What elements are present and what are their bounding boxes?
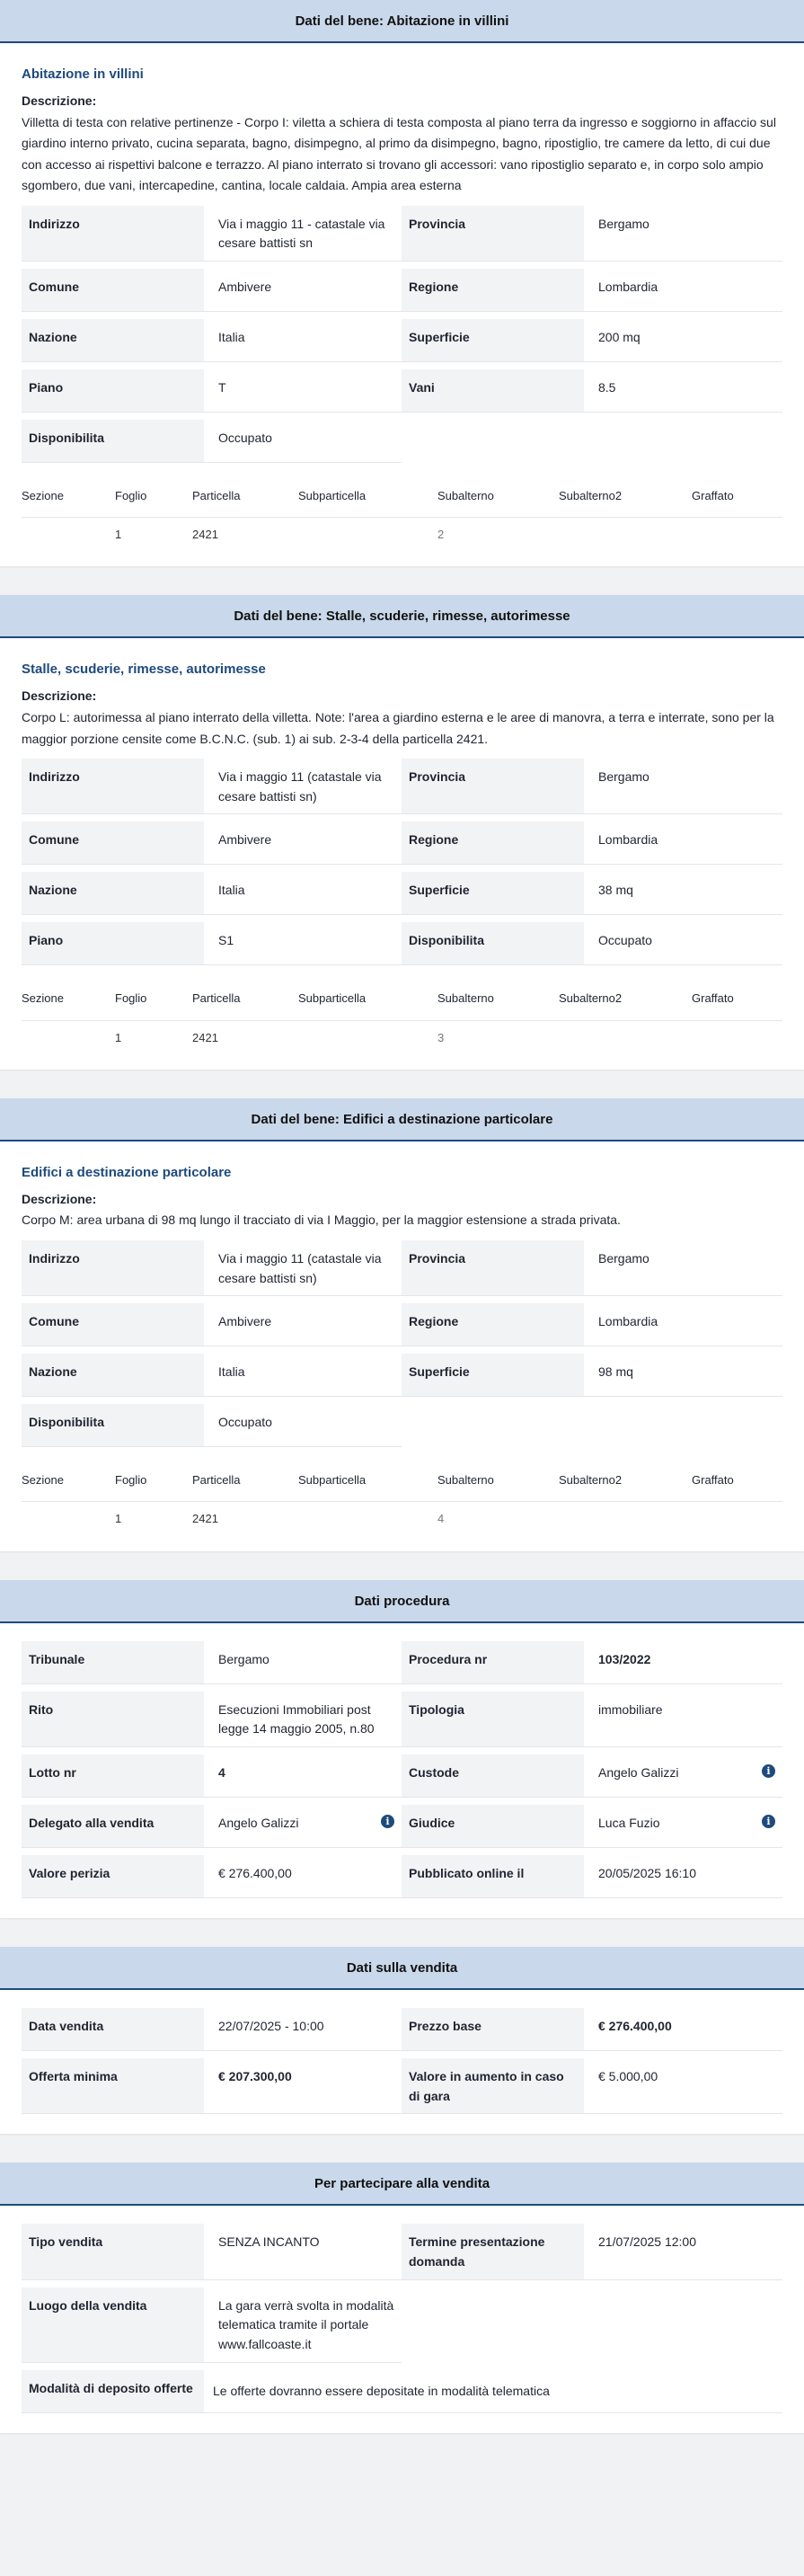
field-value: Bergamo <box>584 759 782 814</box>
procedura-card <box>0 1580 804 1918</box>
field-label: Giudice <box>402 1805 584 1848</box>
bene-subtitle: Abitazione in villini <box>22 67 144 82</box>
catasto-header-cell: Subalterno2 <box>559 1473 623 1488</box>
table-row <box>22 1021 782 1050</box>
description-text: Corpo L: autorimessa al piano interrato della villetta. Note: l'area a giardino esterna e le aree di manovra, a terra e interrate, sono per la maggior porzione censite come B.C.N.C. (sub. 1) ai sub. 2-3-4 della particella 2421. <box>22 710 774 746</box>
row-gap <box>22 2280 782 2287</box>
field-label: Termine presentazione domanda <box>402 2224 584 2279</box>
field-value: Bergamo <box>584 206 782 262</box>
catasto-header-cell: Sezione <box>22 991 64 1006</box>
field-value: 8.5 <box>584 369 782 413</box>
detail-grid <box>22 759 782 965</box>
catasto-cell: 2 <box>437 528 445 542</box>
field-label: Tipologia <box>402 1692 584 1747</box>
table-row <box>22 518 782 546</box>
catasto-header-cell: Sezione <box>22 489 64 503</box>
field-value <box>204 1805 402 1848</box>
card-header: Per partecipare alla vendita <box>0 2163 804 2206</box>
row-gap <box>22 1684 782 1692</box>
field-label: Custode <box>402 1754 584 1798</box>
catasto-cell <box>22 1030 115 1046</box>
field-label: Superficie <box>402 872 584 915</box>
field-value: Bergamo <box>204 1641 402 1684</box>
field-label: Regione <box>402 822 584 865</box>
field-label: Indirizzo <box>22 1240 204 1296</box>
field-label: Provincia <box>402 759 584 814</box>
field-value: 4 <box>204 1754 402 1798</box>
catasto-cell: 3 <box>437 1030 445 1044</box>
description-label: Descrizione: <box>22 688 97 704</box>
catasto-table <box>22 488 782 546</box>
field-value: T <box>204 369 402 413</box>
field-value-text: Luca Fuzio <box>598 1816 660 1831</box>
description-label: Descrizione: <box>22 1191 97 1206</box>
empty-cell <box>402 2287 584 2363</box>
catasto-cell <box>692 527 782 543</box>
field-value: Lombardia <box>584 1303 782 1346</box>
field-label: Valore in aumento in caso di gara <box>402 2058 584 2114</box>
field-value: 21/07/2025 12:00 <box>584 2224 782 2279</box>
empty-cell <box>402 420 584 463</box>
field-label: Vani <box>402 369 584 413</box>
field-label: Comune <box>22 1303 204 1346</box>
card-header: Dati del bene: Stalle, scuderie, rimesse, autorimesse <box>0 595 804 638</box>
field-value: Lombardia <box>584 269 782 312</box>
catasto-cell <box>559 1030 692 1046</box>
row-gap <box>22 413 782 420</box>
field-label: Nazione <box>22 319 204 362</box>
catasto-cell: 1 <box>115 528 122 542</box>
catasto-cell: 2421 <box>192 528 218 542</box>
card-header: Dati sulla vendita <box>0 1947 804 1990</box>
field-value: Italia <box>204 872 402 915</box>
detail-grid <box>22 2224 782 2412</box>
catasto-table <box>22 990 782 1049</box>
detail-grid <box>22 1240 782 1447</box>
catasto-header-cell: Subparticella <box>298 489 367 503</box>
field-label: Regione <box>402 1303 584 1346</box>
catasto-header-cell: Subalterno <box>437 991 494 1006</box>
field-value: Via i maggio 11 (catastale via cesare battisti sn) <box>204 759 402 814</box>
card-header: Dati procedura <box>0 1580 804 1623</box>
catasto-header-cell: Subparticella <box>298 1473 367 1488</box>
field-value: Esecuzioni Immobiliari post legge 14 maggio 2005, n.80 <box>204 1692 402 1747</box>
field-value: 98 mq <box>584 1354 782 1397</box>
field-value: S1 <box>204 922 402 965</box>
table-row <box>22 1502 782 1531</box>
catasto-table <box>22 1472 782 1531</box>
field-label: Tipo vendita <box>22 2224 204 2279</box>
field-label: Procedura nr <box>402 1641 584 1684</box>
catasto-header-cell: Particella <box>192 1473 241 1488</box>
catasto-header-cell: Subparticella <box>298 991 367 1006</box>
row-gap <box>22 262 782 269</box>
empty-cell <box>584 2287 782 2363</box>
row-gap <box>22 865 782 872</box>
empty-cell <box>402 1404 584 1447</box>
field-value: Ambivere <box>204 269 402 312</box>
field-value: Occupato <box>584 922 782 965</box>
catasto-header-cell: Subalterno2 <box>559 991 623 1006</box>
field-value: Italia <box>204 1354 402 1397</box>
row-gap <box>22 312 782 319</box>
catasto-cell <box>22 1511 115 1527</box>
card-header: Dati del bene: Edifici a destinazione particolare <box>0 1098 804 1141</box>
empty-cell <box>584 1404 782 1447</box>
catasto-header-cell: Graffato <box>692 991 734 1006</box>
card-body <box>0 2206 804 2432</box>
field-value: Le offerte dovranno essere depositate in modalità telematica <box>204 2370 782 2413</box>
catasto-cell: 1 <box>115 1030 122 1044</box>
field-value <box>584 1754 782 1798</box>
row-gap <box>22 1798 782 1805</box>
field-value: immobiliare <box>584 1692 782 1747</box>
field-label: Disponibilita <box>402 922 584 965</box>
field-value: Lombardia <box>584 822 782 865</box>
field-label: Offerta minima <box>22 2058 204 2114</box>
row-gap <box>22 1346 782 1354</box>
field-label: Indirizzo <box>22 759 204 814</box>
field-label: Nazione <box>22 872 204 915</box>
row-gap <box>22 362 782 369</box>
catasto-header-cell: Foglio <box>115 991 147 1006</box>
catasto-cell <box>298 527 437 543</box>
field-label: Nazione <box>22 1354 204 1397</box>
catasto-cell <box>559 527 692 543</box>
field-value: € 276.400,00 <box>204 1855 402 1898</box>
field-label: Provincia <box>402 1240 584 1296</box>
bene-card <box>0 0 804 566</box>
field-value: La gara verrà svolta in modalità telematica tramite il portale www.fallcoaste.it <box>204 2287 402 2363</box>
description-text: Corpo M: area urbana di 98 mq lungo il tracciato di via I Maggio, per la maggior estensione a strada privata. <box>22 1212 621 1228</box>
detail-grid <box>22 1641 782 1898</box>
catasto-cell <box>559 1511 692 1527</box>
row-gap <box>22 2363 782 2370</box>
card-body <box>0 638 804 1069</box>
catasto-header-cell: Graffato <box>692 1473 734 1488</box>
field-label: Provincia <box>402 206 584 262</box>
field-label: Prezzo base <box>402 2008 584 2051</box>
field-label: Rito <box>22 1692 204 1747</box>
row-gap <box>22 2051 782 2058</box>
row-gap <box>22 915 782 922</box>
card-body <box>0 1990 804 2134</box>
info-icon[interactable]: i <box>762 1764 775 1778</box>
field-value: 200 mq <box>584 319 782 362</box>
card-body <box>0 43 804 566</box>
field-label: Indirizzo <box>22 206 204 262</box>
vendita-card <box>0 1947 804 2134</box>
field-label: Delegato alla vendita <box>22 1805 204 1848</box>
field-label: Superficie <box>402 1354 584 1397</box>
field-label: Lotto nr <box>22 1754 204 1798</box>
field-label: Disponibilita <box>22 1404 204 1447</box>
catasto-cell: 2421 <box>192 1512 218 1526</box>
catasto-header-row <box>22 488 782 518</box>
catasto-header-cell: Particella <box>192 991 241 1006</box>
card-body <box>0 1623 804 1918</box>
card-body <box>0 1141 804 1551</box>
field-value: € 5.000,00 <box>584 2058 782 2114</box>
catasto-cell <box>298 1511 437 1527</box>
bene-subtitle: Edifici a destinazione particolare <box>22 1164 232 1180</box>
field-value: Via i maggio 11 (catastale via cesare battisti sn) <box>204 1240 402 1296</box>
field-value: Occupato <box>204 1404 402 1447</box>
field-value: Bergamo <box>584 1240 782 1296</box>
catasto-cell: 2421 <box>192 1030 218 1044</box>
field-label: Regione <box>402 269 584 312</box>
info-icon[interactable]: i <box>762 1815 775 1828</box>
empty-cell <box>584 420 782 463</box>
detail-grid <box>22 2008 782 2114</box>
field-value: Occupato <box>204 420 402 463</box>
description-label: Descrizione: <box>22 93 97 108</box>
field-value: Ambivere <box>204 822 402 865</box>
field-label: Pubblicato online il <box>402 1855 584 1898</box>
field-value: € 276.400,00 <box>584 2008 782 2051</box>
catasto-header-cell: Graffato <box>692 489 734 503</box>
catasto-header-row <box>22 1472 782 1502</box>
field-value: 38 mq <box>584 872 782 915</box>
field-label: Luogo della vendita <box>22 2287 204 2363</box>
row-gap <box>22 1747 782 1754</box>
field-label: Comune <box>22 822 204 865</box>
catasto-header-cell: Foglio <box>115 1473 147 1488</box>
catasto-header-cell: Sezione <box>22 1473 64 1488</box>
catasto-header-cell: Subalterno <box>437 489 494 503</box>
catasto-header-cell: Subalterno2 <box>559 489 623 503</box>
catasto-header-cell: Subalterno <box>437 1473 494 1488</box>
bene-card <box>0 1098 804 1551</box>
field-value: Via i maggio 11 - catastale via cesare battisti sn <box>204 206 402 262</box>
catasto-header-row <box>22 990 782 1020</box>
field-value: 103/2022 <box>584 1641 782 1684</box>
field-label: Piano <box>22 369 204 413</box>
description-text: Villetta di testa con relative pertinenze - Corpo I: viletta a schiera di testa composta al piano terra da ingresso e soggiorno in affaccio sul giardino interno privato, cucina separata, bagno, disimpegno, al primo da disimpegno, bagno, ripostiglio, tre camere da letto, di cui due con accesso ai rispettivi balcone e terrazzo. Al piano interrato si trovano gli accessori: vano ripostiglio separato e, in corpo solo ampio sgombero, due vani, intercapedine, cantina, locale caldaia. Ampia area esterna <box>22 114 776 193</box>
field-value-text: Angelo Galizzi <box>218 1816 299 1831</box>
bene-card <box>0 595 804 1069</box>
partecipare-card <box>0 2163 804 2432</box>
catasto-cell: 1 <box>115 1512 122 1526</box>
catasto-cell <box>298 1030 437 1046</box>
field-label: Modalità di deposito offerte <box>22 2370 204 2413</box>
field-label: Disponibilita <box>22 420 204 463</box>
row-gap <box>22 1848 782 1855</box>
field-label: Superficie <box>402 319 584 362</box>
info-icon[interactable]: i <box>381 1815 394 1828</box>
catasto-header-cell: Particella <box>192 489 241 503</box>
catasto-cell: 4 <box>437 1512 445 1526</box>
field-value: € 207.300,00 <box>204 2058 402 2114</box>
field-label: Comune <box>22 269 204 312</box>
field-value: 20/05/2025 16:10 <box>584 1855 782 1898</box>
field-label: Data vendita <box>22 2008 204 2051</box>
field-value: 22/07/2025 - 10:00 <box>204 2008 402 2051</box>
field-value: Ambivere <box>204 1303 402 1346</box>
field-value <box>584 1805 782 1848</box>
field-value: Italia <box>204 319 402 362</box>
bene-subtitle: Stalle, scuderie, rimesse, autorimesse <box>22 662 266 678</box>
field-label: Tribunale <box>22 1641 204 1684</box>
catasto-cell <box>692 1030 782 1046</box>
field-value-text: Angelo Galizzi <box>598 1765 679 1781</box>
row-gap <box>22 1397 782 1404</box>
field-value: SENZA INCANTO <box>204 2224 402 2279</box>
row-gap <box>22 1296 782 1303</box>
catasto-header-cell: Foglio <box>115 489 147 503</box>
catasto-cell <box>22 527 115 543</box>
row-gap <box>22 814 782 822</box>
detail-grid <box>22 206 782 463</box>
field-label: Valore perizia <box>22 1855 204 1898</box>
catasto-cell <box>692 1511 782 1527</box>
card-header: Dati del bene: Abitazione in villini <box>0 0 804 43</box>
field-label: Piano <box>22 922 204 965</box>
